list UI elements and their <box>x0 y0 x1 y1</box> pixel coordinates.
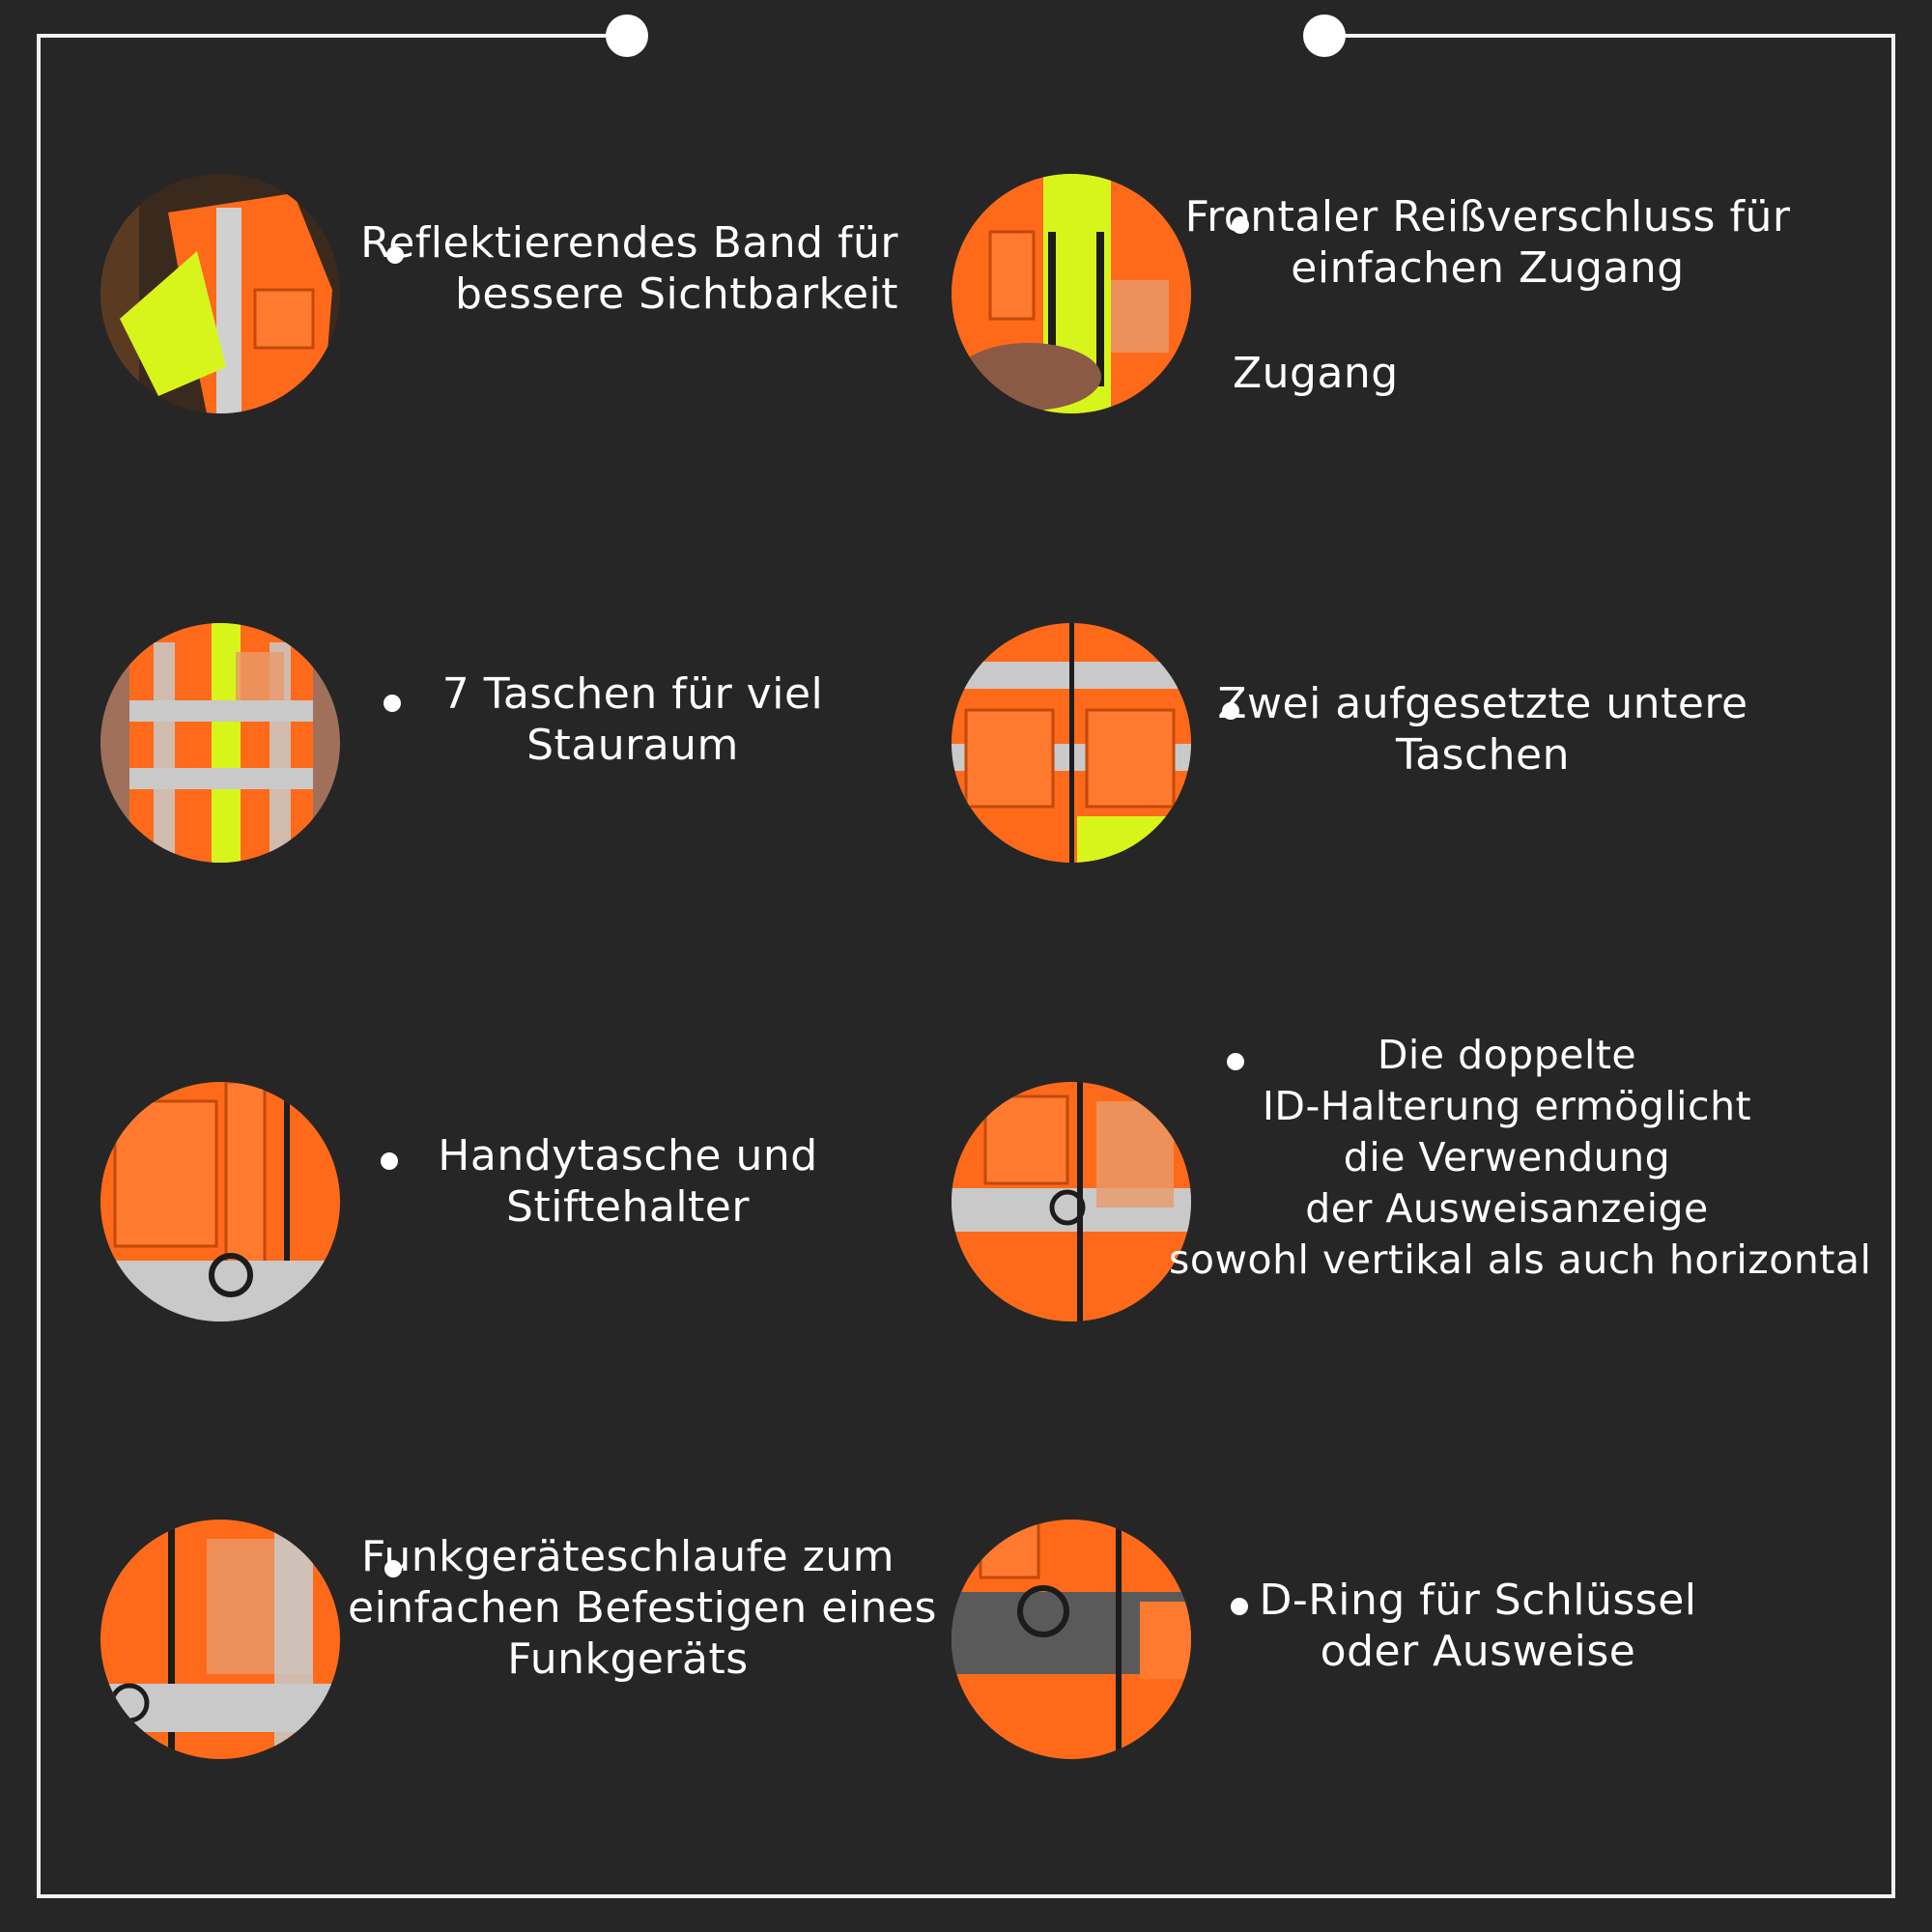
feature-caption-zipper <box>1179 191 1797 294</box>
frame-right-line <box>1891 34 1895 1898</box>
caption-line: Stiftehalter <box>506 1182 750 1232</box>
frame-right-dot <box>1303 14 1346 57</box>
vest-reflective-band-photo <box>100 174 340 413</box>
vest-phone-pocket-photo <box>100 1082 340 1321</box>
feature-caption-lower-pockets <box>1198 678 1768 781</box>
caption-line: die Verwendung <box>1343 1134 1671 1180</box>
caption-line: Reflektierendes Band für <box>360 218 898 268</box>
caption-line: Stauraum <box>526 721 739 770</box>
frame-left-dot <box>606 14 648 57</box>
feature-caption-radio-loop <box>348 1531 937 1685</box>
feature-caption-d-ring <box>1217 1575 1739 1677</box>
frame-top-right-line <box>1323 34 1895 38</box>
caption-line: sowohl vertikal als auch horizontal <box>1169 1236 1872 1283</box>
vest-radio-loop-photo <box>100 1520 340 1759</box>
vest-id-holder-photo <box>952 1082 1191 1321</box>
frame-bottom-line <box>37 1894 1895 1898</box>
caption-line: oder Ausweise <box>1320 1627 1636 1676</box>
caption-line: ID-Halterung ermöglicht <box>1262 1083 1752 1129</box>
caption-line: Die doppelte <box>1377 1032 1637 1078</box>
caption-line: Handytasche und <box>438 1131 818 1180</box>
caption-line: einfachen Zugang <box>1291 243 1685 293</box>
frame-left-line <box>37 34 41 1898</box>
caption-line: Frontaler Reißverschluss für <box>1184 192 1791 242</box>
caption-line: Funkgeräts <box>507 1634 749 1684</box>
vest-d-ring-photo <box>952 1520 1191 1759</box>
vest-zipper-photo <box>952 174 1191 413</box>
caption-line: einfachen Befestigen eines <box>348 1583 937 1633</box>
caption-line: bessere Sichtbarkeit <box>454 270 898 319</box>
feature-caption-phone-pocket <box>396 1130 860 1233</box>
caption-line: Funkgeräteschlaufe zum <box>361 1532 895 1581</box>
feature-caption-zipper-extra <box>1233 348 1522 399</box>
caption-line: 7 Taschen für viel <box>441 669 824 719</box>
caption-line: der Ausweisanzeige <box>1305 1185 1709 1232</box>
caption-line: Zugang <box>1233 349 1399 398</box>
feature-caption-reflective-band <box>338 217 898 320</box>
vest-lower-pockets-photo <box>952 623 1191 863</box>
feature-caption-pockets <box>386 668 879 771</box>
frame-top-left-line <box>37 34 628 38</box>
feature-caption-id-holder <box>1169 1030 1872 1286</box>
caption-line: D-Ring für Schlüssel <box>1259 1576 1697 1625</box>
caption-line: Taschen <box>1395 730 1570 780</box>
vest-pockets-photo <box>100 623 340 863</box>
caption-line: Zwei aufgesetzte untere <box>1217 679 1748 728</box>
